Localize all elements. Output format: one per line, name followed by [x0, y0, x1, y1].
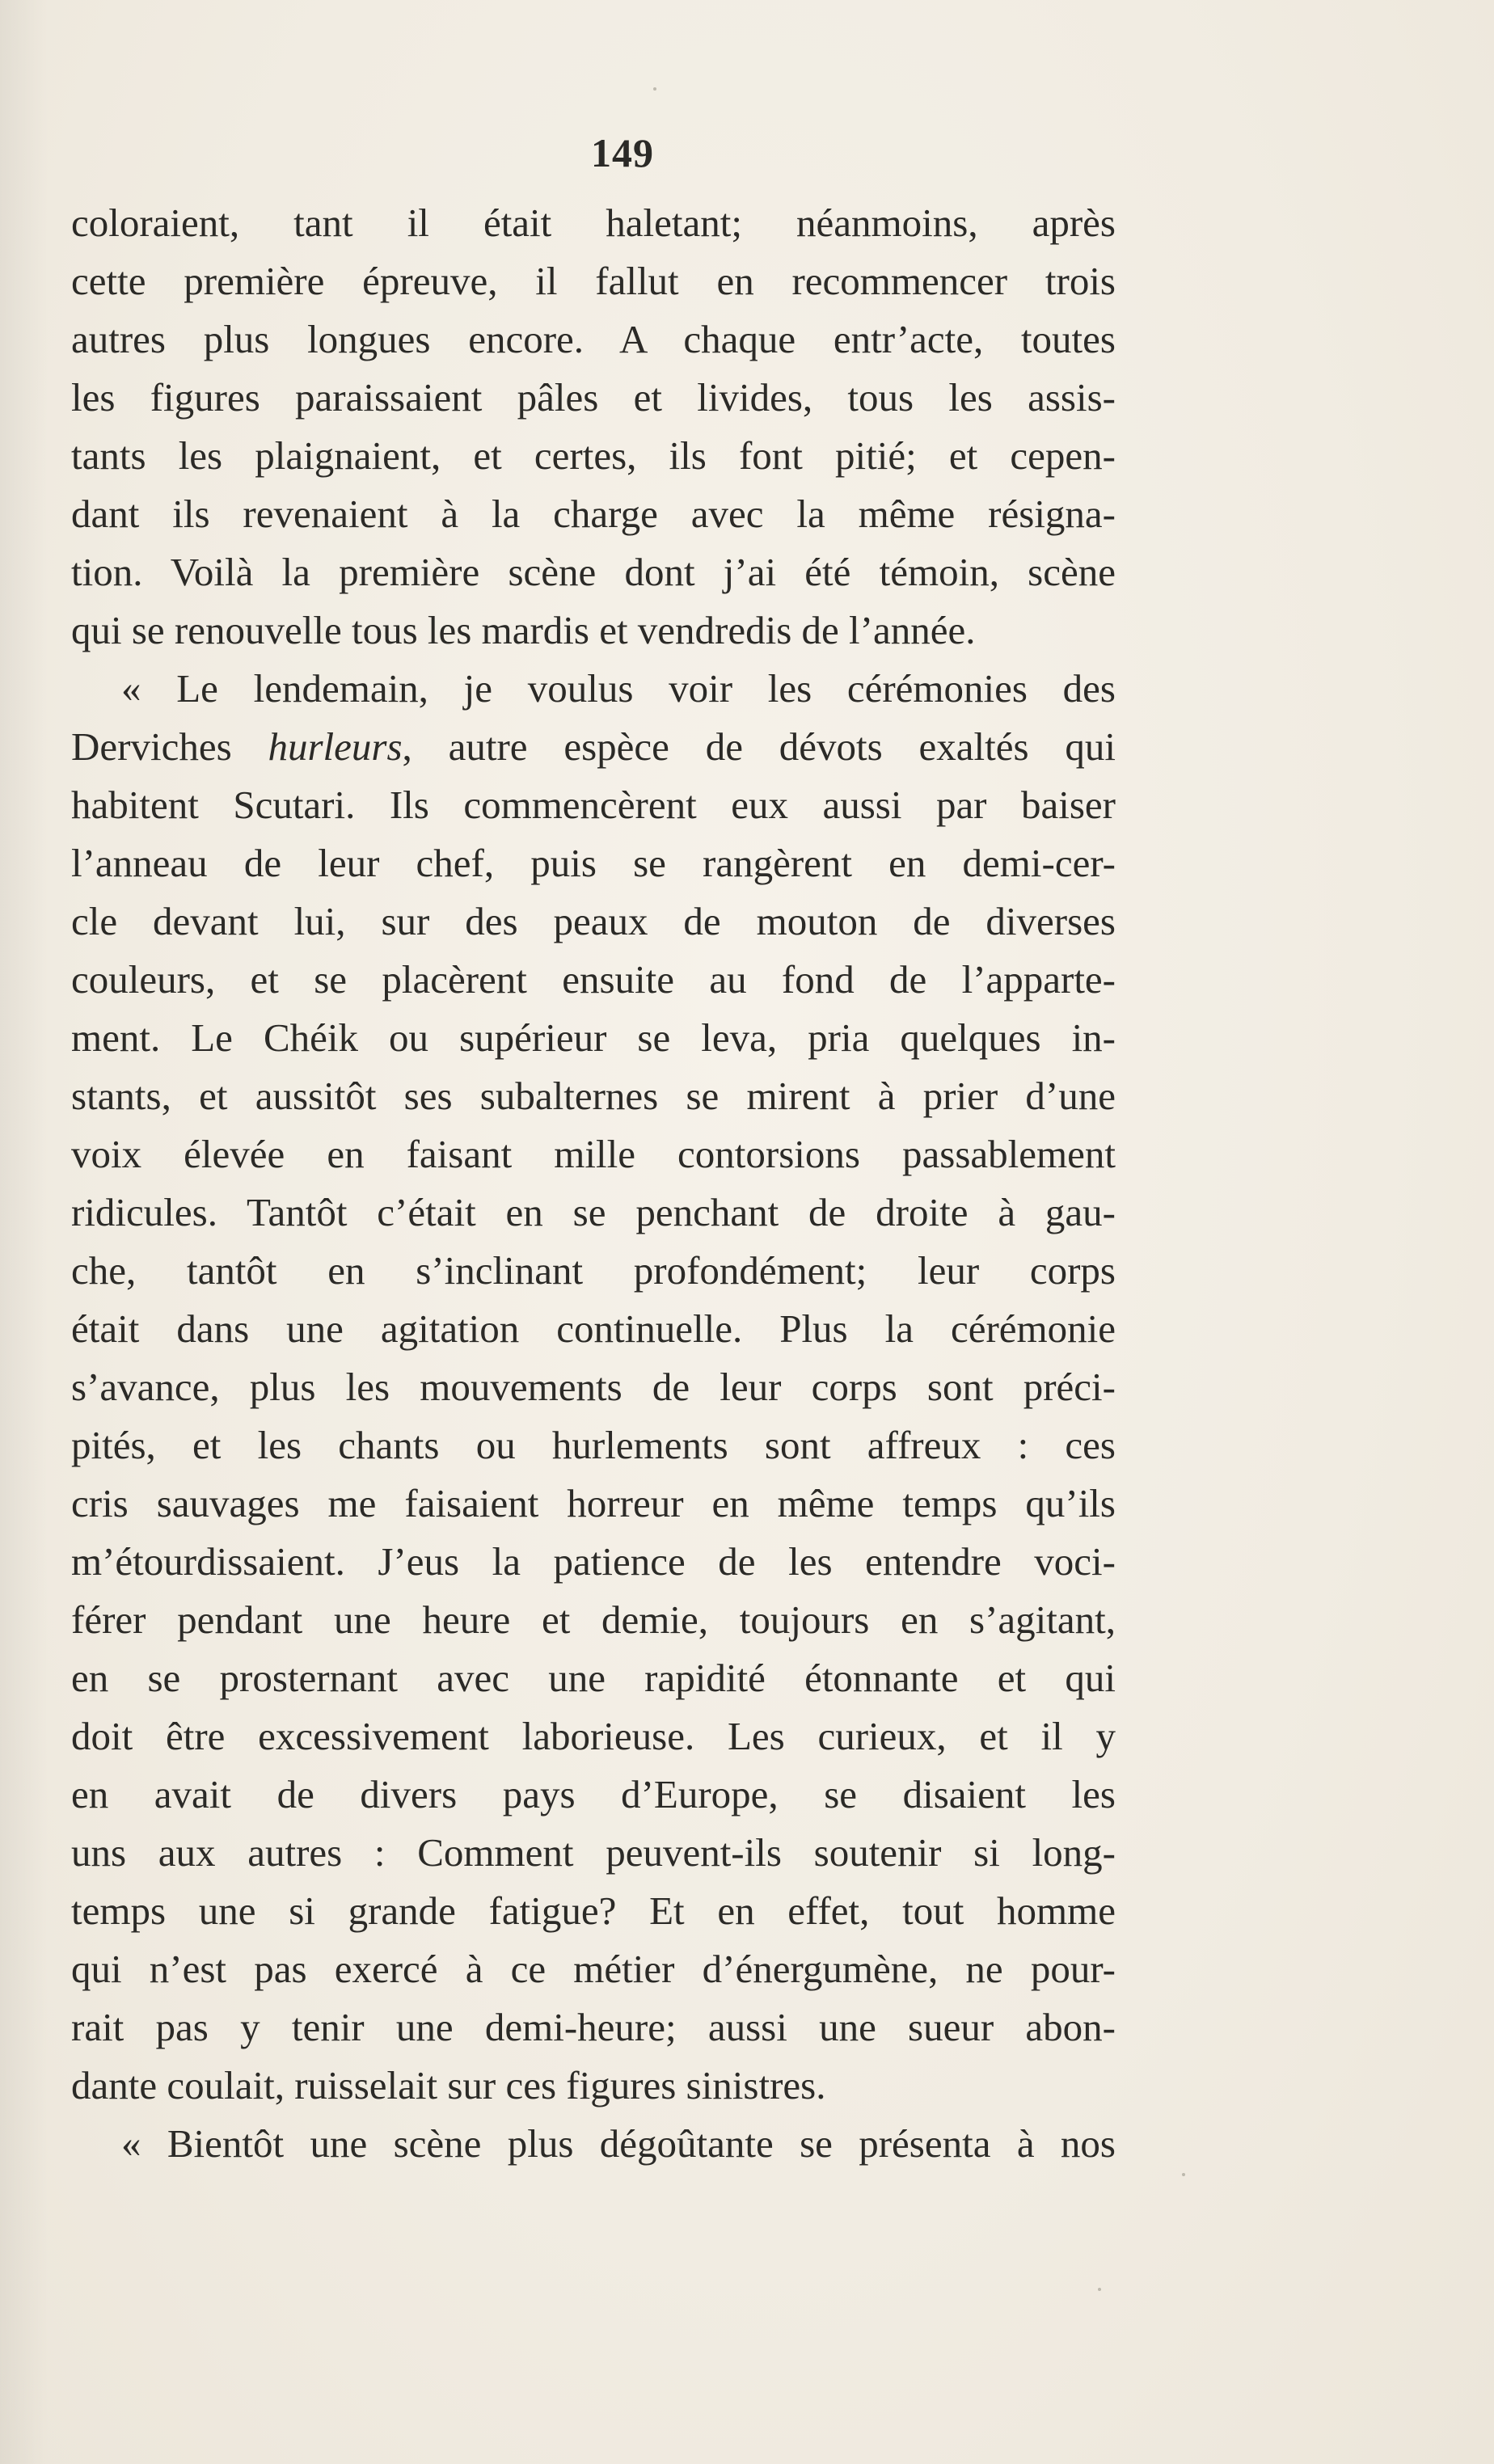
page-body-text [71, 194, 1116, 2173]
text-line: cle devant lui, sur des peaux de mouton de diverses [71, 899, 1116, 943]
paragraph-start-line: « Bientôt une scène plus dégoûtante se présenta à nos [121, 2121, 1116, 2166]
text-line: doit être excessivement laborieuse. Les curieux, et il y [71, 1714, 1116, 1758]
text-line: en se prosternant avec une rapidité étonnante et qui [71, 1656, 1116, 1700]
text-line: coloraient, tant il était haletant; néanmoins, après [71, 200, 1116, 245]
italic-term: hurleurs [268, 724, 403, 769]
text-line: ment. Le Chéik ou supérieur se leva, pria quelques in- [71, 1015, 1116, 1060]
text-line: cris sauvages me faisaient horreur en même temps qu’ils [71, 1481, 1116, 1525]
text-line: s’avance, plus les mouvements de leur corps sont préci- [71, 1365, 1116, 1409]
text-line: autres plus longues encore. A chaque entr’acte, toutes [71, 317, 1116, 361]
paragraph-start-line: « Le lendemain, je voulus voir les cérémonies des [121, 666, 1116, 711]
paper-speck [653, 87, 656, 91]
text-line: férer pendant une heure et demie, toujours en s’agitant, [71, 1597, 1116, 1642]
paper-speck [1098, 2288, 1101, 2291]
text-line: tion. Voilà la première scène dont j’ai été témoin, scène [71, 550, 1116, 594]
text-line: les figures paraissaient pâles et livides, tous les assis- [71, 375, 1116, 420]
text-line: stants, et aussitôt ses subalternes se mirent à prier d’une [71, 1074, 1116, 1118]
text-line: en avait de divers pays d’Europe, se disaient les [71, 1772, 1116, 1816]
text-line: m’étourdissaient. J’eus la patience de les entendre voci- [71, 1539, 1116, 1584]
text-line: dant ils revenaient à la charge avec la même résigna- [71, 492, 1116, 536]
text-line: tants les plaignaient, et certes, ils font pitié; et cepen- [71, 433, 1116, 478]
text-line: était dans une agitation continuelle. Plus la cérémonie [71, 1306, 1116, 1351]
text-line: rait pas y tenir une demi-heure; aussi une sueur abon- [71, 2005, 1116, 2049]
text-line: dante coulait, ruisselait sur ces figures sinistres. [71, 2063, 826, 2107]
text-line: uns aux autres : Comment peuvent-ils soutenir si long- [71, 1830, 1116, 1875]
text-line: che, tantôt en s’inclinant profondément; leur corps [71, 1248, 1116, 1293]
text-line: l’anneau de leur chef, puis se rangèrent en demi-cer- [71, 841, 1116, 885]
text-line-with-italic-term: Derviches hurleurs, autre espèce de dévots exaltés qui [71, 724, 1116, 769]
page-number: 149 [591, 130, 654, 175]
text-line: habitent Scutari. Ils commencèrent eux aussi par baiser [71, 783, 1116, 827]
text-line: temps une si grande fatigue? Et en effet, tout homme [71, 1888, 1116, 1933]
text-line: ridicules. Tantôt c’était en se penchant de droite à gau- [71, 1190, 1116, 1234]
text-line: qui se renouvelle tous les mardis et vendredis de l’année. [71, 608, 976, 652]
text-line: couleurs, et se placèrent ensuite au fond de l’apparte- [71, 957, 1116, 1002]
page-fold-shadow [0, 0, 49, 2464]
text-line: qui n’est pas exercé à ce métier d’énergumène, ne pour- [71, 1947, 1116, 1991]
text-line: pités, et les chants ou hurlements sont affreux : ces [71, 1423, 1116, 1467]
paper-speck [1182, 2173, 1185, 2176]
text-line: cette première épreuve, il fallut en recommencer trois [71, 259, 1116, 303]
text-line: voix élevée en faisant mille contorsions passablement [71, 1132, 1116, 1176]
